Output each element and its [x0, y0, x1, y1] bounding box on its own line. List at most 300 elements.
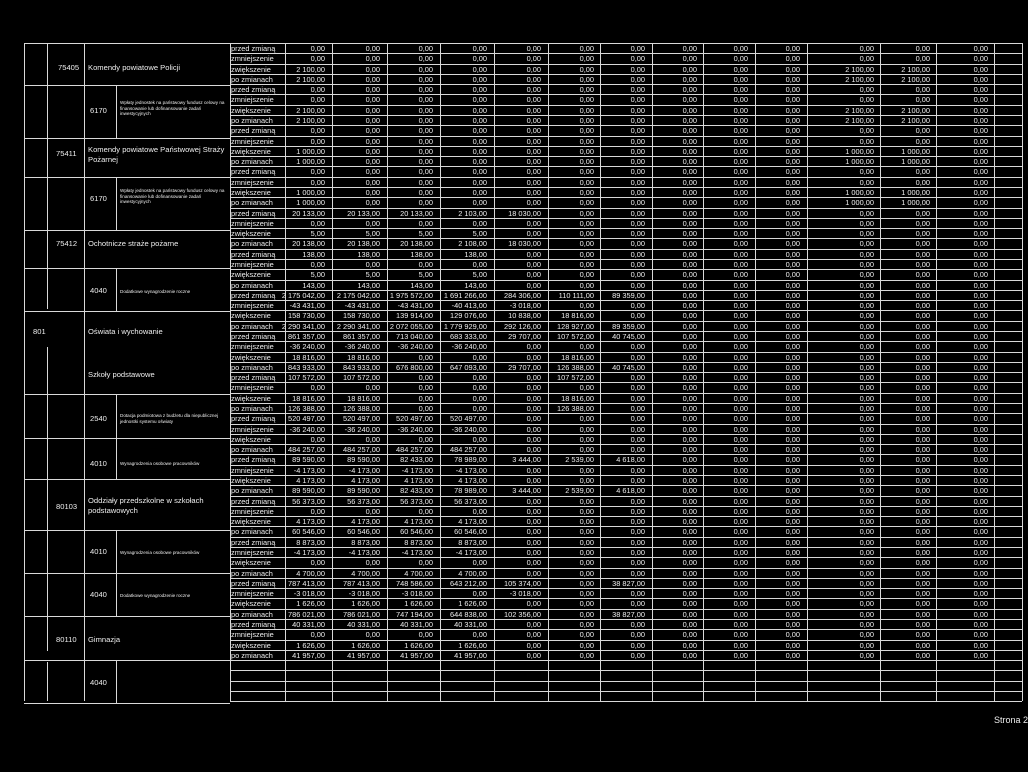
table-cell: 0,00: [630, 537, 645, 547]
grid-vline: [387, 43, 388, 701]
table-cell: 0,00: [733, 506, 748, 516]
table-cell: 0,00: [310, 506, 325, 516]
table-cell: -36 240,00: [397, 342, 433, 352]
grid-hline: [230, 218, 1022, 219]
table-cell: 60 546,00: [292, 527, 325, 537]
table-cell: 158 730,00: [343, 311, 380, 321]
table-cell: -4 173,00: [455, 547, 487, 557]
table-cell: 0,00: [418, 54, 433, 64]
table-cell: 0,00: [579, 301, 594, 311]
table-cell: 0,00: [579, 578, 594, 588]
paragraph-description: Wynagrodzenia osobowe pracowników: [120, 550, 200, 555]
row-label: zwiększenie: [231, 475, 271, 485]
table-cell: 0,00: [973, 85, 988, 95]
table-cell: 0,00: [310, 167, 325, 177]
table-cell: 0,00: [973, 486, 988, 496]
table-cell: 41 957,00: [400, 650, 433, 660]
table-cell: 0,00: [785, 558, 800, 568]
table-cell: 0,00: [310, 126, 325, 136]
row-label: po zmianach: [231, 527, 273, 537]
table-cell: 0,00: [682, 136, 697, 146]
table-cell: 0,00: [310, 95, 325, 105]
row-label: po zmianach: [231, 403, 273, 413]
table-cell: 676 800,00: [396, 362, 433, 372]
table-cell: 0,00: [472, 146, 487, 156]
table-cell: 0,00: [310, 434, 325, 444]
table-cell: 89 590,00: [292, 455, 325, 465]
table-cell: 0,00: [682, 650, 697, 660]
row-label: przed zmianą: [231, 290, 276, 300]
table-cell: 0,00: [579, 475, 594, 485]
table-cell: 0,00: [365, 434, 380, 444]
table-cell: 0,00: [733, 321, 748, 331]
table-cell: 786 021,00: [288, 609, 325, 619]
table-cell: 0,00: [526, 136, 541, 146]
section-name: Oświata i wychowanie: [88, 327, 163, 336]
table-cell: 158 730,00: [288, 311, 325, 321]
table-cell: 1 000,00: [845, 146, 874, 156]
table-cell: 0,00: [973, 547, 988, 557]
table-cell: 1 000,00: [901, 157, 930, 167]
table-cell: 89 590,00: [292, 486, 325, 496]
table-cell: 0,00: [785, 589, 800, 599]
table-cell: 0,00: [630, 403, 645, 413]
table-cell: 107 572,00: [557, 331, 594, 341]
table-cell: 0,00: [915, 465, 930, 475]
table-cell: 0,00: [733, 619, 748, 629]
classification-code: 801: [33, 327, 46, 336]
table-cell: 0,00: [682, 455, 697, 465]
table-cell: 0,00: [472, 373, 487, 383]
table-cell: 0,00: [579, 208, 594, 218]
table-cell: 0,00: [973, 373, 988, 383]
table-cell: 0,00: [682, 74, 697, 84]
table-cell: 0,00: [915, 424, 930, 434]
table-cell: 0,00: [472, 403, 487, 413]
table-cell: 0,00: [630, 640, 645, 650]
table-cell: 0,00: [733, 239, 748, 249]
table-cell: 10 838,00: [508, 311, 541, 321]
table-cell: 0,00: [859, 599, 874, 609]
table-cell: 60 546,00: [347, 527, 380, 537]
table-cell: 0,00: [915, 383, 930, 393]
table-cell: 0,00: [418, 373, 433, 383]
table-cell: 0,00: [859, 331, 874, 341]
table-cell: 0,00: [785, 506, 800, 516]
table-cell: 0,00: [630, 239, 645, 249]
section-name: podstawowych: [88, 506, 138, 515]
grid-hline: [230, 177, 1022, 178]
table-cell: 0,00: [526, 630, 541, 640]
table-cell: 0,00: [733, 589, 748, 599]
row-label: zmniejszenie: [231, 589, 274, 599]
table-cell: 0,00: [915, 331, 930, 341]
table-cell: 0,00: [733, 383, 748, 393]
table-cell: 0,00: [526, 198, 541, 208]
table-cell: 0,00: [915, 393, 930, 403]
table-cell: 0,00: [630, 475, 645, 485]
table-cell: 0,00: [859, 95, 874, 105]
table-cell: 8 873,00: [351, 537, 380, 547]
table-cell: 0,00: [630, 414, 645, 424]
table-cell: 0,00: [859, 630, 874, 640]
table-cell: 0,00: [526, 187, 541, 197]
row-label: zmniejszenie: [231, 465, 274, 475]
table-cell: 0,00: [733, 270, 748, 280]
table-cell: 0,00: [630, 434, 645, 444]
table-cell: 0,00: [630, 270, 645, 280]
row-label: zmniejszenie: [231, 424, 274, 434]
grid-hline: [24, 230, 230, 231]
table-cell: 0,00: [973, 177, 988, 187]
table-cell: 18 816,00: [292, 352, 325, 362]
table-cell: 0,00: [472, 85, 487, 95]
table-cell: 0,00: [579, 198, 594, 208]
grid-vline: [47, 662, 48, 701]
table-cell: 0,00: [526, 424, 541, 434]
table-cell: 0,00: [733, 311, 748, 321]
row-label: po zmianach: [231, 239, 273, 249]
table-cell: 0,00: [682, 362, 697, 372]
table-cell: 56 373,00: [400, 496, 433, 506]
table-cell: 643 212,00: [450, 578, 487, 588]
table-cell: 0,00: [733, 74, 748, 84]
table-cell: 0,00: [785, 105, 800, 115]
section-name: Gimnazja: [88, 635, 121, 644]
table-cell: 0,00: [973, 157, 988, 167]
table-cell: 1 626,00: [458, 640, 487, 650]
section-name: Komendy powiatowe Policji: [88, 63, 181, 72]
table-cell: 0,00: [682, 475, 697, 485]
table-cell: 0,00: [733, 527, 748, 537]
table-cell: 0,00: [733, 414, 748, 424]
table-cell: 0,00: [859, 445, 874, 455]
table-cell: 0,00: [365, 95, 380, 105]
table-cell: 0,00: [785, 331, 800, 341]
table-cell: 1 000,00: [901, 198, 930, 208]
table-cell: 2 100,00: [845, 115, 874, 125]
row-label: zmniejszenie: [231, 177, 274, 187]
table-cell: 0,00: [630, 167, 645, 177]
table-cell: 0,00: [365, 167, 380, 177]
table-cell: 520 497,00: [288, 414, 325, 424]
grid-hline: [230, 598, 1022, 599]
table-cell: 18 816,00: [561, 393, 594, 403]
table-cell: 41 957,00: [292, 650, 325, 660]
table-cell: 0,00: [915, 568, 930, 578]
table-cell: 0,00: [630, 208, 645, 218]
table-cell: 0,00: [733, 136, 748, 146]
table-cell: 0,00: [682, 352, 697, 362]
table-cell: 40 745,00: [612, 362, 645, 372]
table-cell: 0,00: [630, 146, 645, 156]
page-footer: Strona 2: [994, 715, 1028, 725]
table-cell: 2 539,00: [565, 486, 594, 496]
table-cell: 0,00: [973, 383, 988, 393]
table-cell: 0,00: [526, 126, 541, 136]
table-cell: 0,00: [915, 126, 930, 136]
table-cell: 0,00: [682, 558, 697, 568]
table-cell: 0,00: [973, 136, 988, 146]
table-cell: 0,00: [785, 342, 800, 352]
table-cell: -36 240,00: [289, 424, 325, 434]
table-cell: 0,00: [682, 373, 697, 383]
table-cell: 0,00: [859, 424, 874, 434]
grid-hline: [230, 280, 1022, 281]
table-cell: 0,00: [682, 609, 697, 619]
table-cell: 0,00: [915, 455, 930, 465]
table-cell: 143,00: [464, 280, 487, 290]
table-cell: 143,00: [410, 280, 433, 290]
table-cell: 0,00: [785, 54, 800, 64]
table-cell: 0,00: [630, 218, 645, 228]
table-cell: 0,00: [630, 650, 645, 660]
table-cell: 0,00: [526, 445, 541, 455]
table-cell: 0,00: [526, 280, 541, 290]
table-cell: 0,00: [579, 517, 594, 527]
table-cell: 0,00: [973, 105, 988, 115]
table-cell: 0,00: [973, 568, 988, 578]
table-cell: 20 133,00: [292, 208, 325, 218]
table-cell: 0,00: [973, 64, 988, 74]
table-cell: 0,00: [630, 373, 645, 383]
table-cell: 0,00: [733, 105, 748, 115]
table-cell: 0,00: [859, 229, 874, 239]
table-cell: 0,00: [733, 229, 748, 239]
table-cell: 0,00: [859, 619, 874, 629]
table-cell: 0,00: [733, 280, 748, 290]
table-cell: 0,00: [526, 373, 541, 383]
table-cell: 0,00: [859, 640, 874, 650]
table-cell: 0,00: [785, 64, 800, 74]
table-cell: 0,00: [579, 115, 594, 125]
table-cell: 0,00: [365, 259, 380, 269]
table-cell: 0,00: [785, 218, 800, 228]
table-cell: 4 618,00: [616, 455, 645, 465]
table-cell: 0,00: [418, 177, 433, 187]
table-cell: 0,00: [682, 208, 697, 218]
table-cell: 8 873,00: [458, 537, 487, 547]
table-cell: 0,00: [785, 115, 800, 125]
table-cell: 0,00: [630, 126, 645, 136]
row-label: zmniejszenie: [231, 259, 274, 269]
table-cell: 0,00: [733, 187, 748, 197]
table-cell: 0,00: [682, 64, 697, 74]
table-cell: -43 431,00: [289, 301, 325, 311]
table-cell: 0,00: [310, 630, 325, 640]
row-label: zmniejszenie: [231, 54, 274, 64]
table-cell: 0,00: [682, 280, 697, 290]
table-cell: 0,00: [682, 301, 697, 311]
table-cell: 0,00: [526, 270, 541, 280]
table-cell: 0,00: [418, 352, 433, 362]
table-cell: 5,00: [310, 229, 325, 239]
table-cell: 110 111,00: [558, 290, 594, 300]
table-cell: 0,00: [418, 44, 433, 53]
table-cell: -36 240,00: [344, 424, 380, 434]
grid-hline: [24, 616, 230, 617]
table-cell: 0,00: [682, 599, 697, 609]
table-cell: 82 433,00: [400, 486, 433, 496]
row-label: zwiększenie: [231, 311, 271, 321]
table-cell: 0,00: [973, 352, 988, 362]
table-cell: 0,00: [733, 568, 748, 578]
table-cell: 0,00: [733, 146, 748, 156]
table-cell: 0,00: [915, 208, 930, 218]
table-cell: -4 173,00: [348, 547, 380, 557]
table-cell: 0,00: [859, 383, 874, 393]
table-cell: 0,00: [579, 619, 594, 629]
table-cell: 0,00: [579, 434, 594, 444]
row-label: przed zmianą: [231, 414, 276, 424]
table-cell: 0,00: [915, 270, 930, 280]
table-cell: 0,00: [973, 259, 988, 269]
table-cell: -4 173,00: [293, 465, 325, 475]
table-cell: 713 040,00: [396, 331, 433, 341]
table-cell: 78 989,00: [454, 455, 487, 465]
row-label: przed zmianą: [231, 126, 276, 136]
table-cell: 1 000,00: [901, 187, 930, 197]
table-cell: 0,00: [630, 136, 645, 146]
table-cell: 0,00: [579, 167, 594, 177]
table-cell: 2 100,00: [296, 74, 325, 84]
table-cell: 0,00: [915, 85, 930, 95]
table-cell: 0,00: [859, 434, 874, 444]
classification-code: 4010: [90, 547, 107, 556]
table-cell: 0,00: [733, 650, 748, 660]
grid-vline: [994, 43, 995, 701]
table-cell: 4 173,00: [458, 517, 487, 527]
table-cell: 0,00: [915, 619, 930, 629]
table-cell: 0,00: [630, 352, 645, 362]
table-cell: 0,00: [579, 95, 594, 105]
table-cell: 143,00: [302, 280, 325, 290]
table-cell: 0,00: [472, 187, 487, 197]
table-cell: 0,00: [682, 578, 697, 588]
table-cell: 787 413,00: [288, 578, 325, 588]
table-cell: 520 497,00: [396, 414, 433, 424]
table-cell: 0,00: [418, 74, 433, 84]
table-cell: 0,00: [418, 95, 433, 105]
table-cell: 0,00: [682, 239, 697, 249]
table-cell: 5,00: [418, 270, 433, 280]
table-cell: 0,00: [526, 506, 541, 516]
table-cell: 0,00: [973, 445, 988, 455]
table-cell: 138,00: [302, 249, 325, 259]
grid-vline: [703, 43, 704, 701]
grid-hline: [230, 434, 1022, 435]
table-cell: 0,00: [579, 280, 594, 290]
table-cell: 18 816,00: [347, 393, 380, 403]
table-cell: 0,00: [526, 547, 541, 557]
row-label: po zmianach: [231, 280, 273, 290]
table-cell: 0,00: [915, 44, 930, 53]
table-cell: 0,00: [859, 362, 874, 372]
table-cell: 0,00: [630, 568, 645, 578]
table-cell: 0,00: [785, 85, 800, 95]
row-label: zmniejszenie: [231, 547, 274, 557]
table-cell: 0,00: [733, 126, 748, 136]
table-cell: 0,00: [859, 568, 874, 578]
table-cell: 0,00: [785, 95, 800, 105]
grid-vline: [116, 438, 117, 479]
table-cell: 0,00: [682, 434, 697, 444]
table-cell: 0,00: [733, 331, 748, 341]
paragraph-description: Wpłaty jednostek na państwowy fundusz celowy na finansowanie lub dofinansowanie zadań inwestycyjnych: [120, 188, 225, 205]
grid-vline: [47, 43, 48, 309]
table-cell: 20 138,00: [292, 239, 325, 249]
table-cell: 0,00: [365, 506, 380, 516]
row-label: zwiększenie: [231, 105, 271, 115]
table-cell: 0,00: [785, 167, 800, 177]
grid-hline: [230, 125, 1022, 126]
row-label: zmniejszenie: [231, 218, 274, 228]
table-cell: 0,00: [526, 105, 541, 115]
table-cell: 0,00: [973, 342, 988, 352]
table-cell: 0,00: [915, 373, 930, 383]
table-cell: 0,00: [859, 558, 874, 568]
table-cell: 0,00: [365, 187, 380, 197]
table-cell: 0,00: [733, 558, 748, 568]
table-cell: 1 000,00: [296, 157, 325, 167]
table-cell: 0,00: [682, 537, 697, 547]
table-cell: 126 388,00: [343, 403, 380, 413]
table-cell: 0,00: [733, 290, 748, 300]
table-cell: 0,00: [785, 198, 800, 208]
table-cell: 0,00: [682, 311, 697, 321]
table-cell: 0,00: [915, 177, 930, 187]
table-cell: 0,00: [733, 301, 748, 311]
table-cell: 0,00: [630, 342, 645, 352]
table-cell: 0,00: [733, 434, 748, 444]
table-cell: 0,00: [973, 198, 988, 208]
table-cell: 56 373,00: [454, 496, 487, 506]
table-cell: 0,00: [418, 64, 433, 74]
table-cell: 0,00: [973, 187, 988, 197]
table-cell: 0,00: [472, 506, 487, 516]
table-cell: 0,00: [915, 311, 930, 321]
table-cell: 0,00: [310, 85, 325, 95]
table-cell: 0,00: [859, 465, 874, 475]
table-cell: 20 138,00: [347, 239, 380, 249]
table-cell: 0,00: [733, 599, 748, 609]
table-cell: 2 103,00: [458, 208, 487, 218]
table-cell: 0,00: [682, 177, 697, 187]
table-cell: 107 572,00: [557, 373, 594, 383]
table-cell: 60 546,00: [400, 527, 433, 537]
grid-hline: [230, 269, 1022, 270]
table-cell: 0,00: [859, 496, 874, 506]
table-cell: 0,00: [915, 280, 930, 290]
classification-code: 2540: [90, 414, 107, 423]
row-label: zwiększenie: [231, 146, 271, 156]
table-cell: 40 745,00: [612, 331, 645, 341]
table-cell: 0,00: [579, 239, 594, 249]
table-cell: 0,00: [682, 640, 697, 650]
table-cell: 40 331,00: [454, 619, 487, 629]
table-cell: 1 000,00: [845, 157, 874, 167]
table-cell: 0,00: [579, 146, 594, 156]
table-cell: 0,00: [472, 167, 487, 177]
table-cell: 0,00: [579, 445, 594, 455]
classification-code: 6170: [90, 106, 107, 115]
table-cell: 0,00: [526, 527, 541, 537]
table-cell: 0,00: [365, 54, 380, 64]
table-cell: 1 691 266,00: [443, 290, 487, 300]
table-cell: 0,00: [526, 157, 541, 167]
table-cell: 0,00: [418, 630, 433, 640]
table-cell: 138,00: [464, 249, 487, 259]
